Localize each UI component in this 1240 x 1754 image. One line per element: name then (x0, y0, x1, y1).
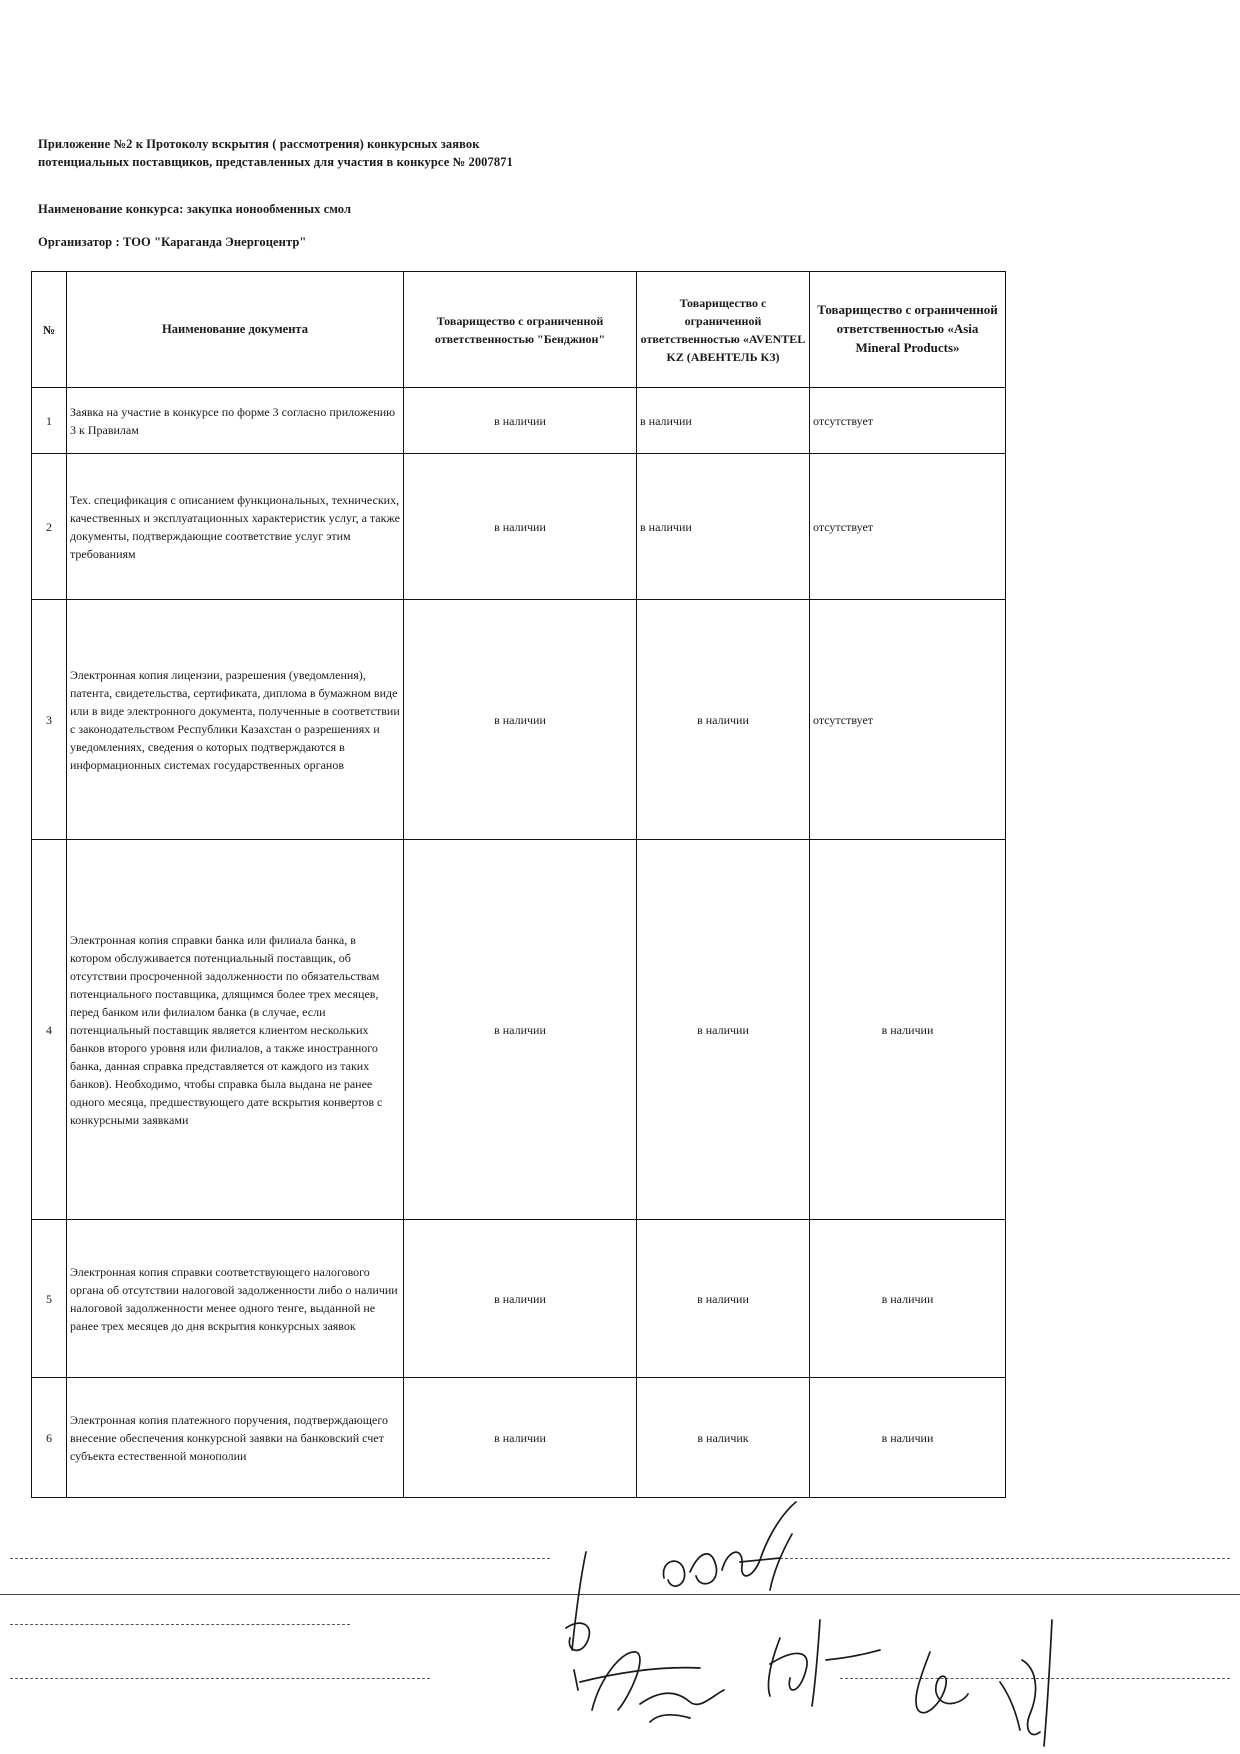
row-number: 6 (32, 1378, 67, 1498)
column-header-supplier-aventel: Товарищество с ограниченной ответственностью «AVENTEL KZ (АВЕНТЕЛЬ КЗ) (637, 272, 810, 388)
header-line-1: Приложение №2 к Протоколу вскрытия ( рассмотрения) конкурсных заявок (38, 137, 480, 151)
status-aventel: в наличии (637, 388, 810, 454)
status-aventel: в наличии (637, 840, 810, 1220)
competition-name: Наименование конкурса: закупка ионообменных смол (38, 202, 352, 216)
table-row (32, 454, 1006, 600)
handwritten-signature-1 (663, 1502, 796, 1590)
row-number: 2 (32, 454, 67, 600)
document-name: Тех. спецификация с описанием функциональных, технических, качественных и эксплуатационных характеристик услуг, а также документы, подтверждающие соответствие услуг этим требованиям (67, 454, 404, 600)
handwritten-signature-2 (566, 1552, 589, 1690)
table-row (32, 840, 1006, 1220)
row-number: 5 (32, 1220, 67, 1378)
status-aventel: в наличик (637, 1378, 810, 1498)
document-name: Электронная копия справки соответствующего налогового органа об отсутствии налоговой задолженности либо о наличии налоговой задолженности менее одного тенге, выданной не ранее трех месяцев до дня вскрытия конкурсных заявок (67, 1220, 404, 1378)
column-header-supplier-asia-mineral: Товарищество с ограниченной ответственностью «Asia Mineral Products» (810, 272, 1006, 388)
status-asia-mineral: в наличии (810, 1220, 1006, 1378)
status-bendzhion: в наличии (404, 600, 637, 840)
document-name: Электронная копия лицензии, разрешения (уведомления), патента, свидетельства, сертификата, диплома в бумажном виде или в виде электронного документа, полученные в соответствии с законодательством Республики Казахстан о разрешениях и уведомлениях, сведения о которых подтверждаются в информационных системах государственных органов (67, 600, 404, 840)
table-row (32, 600, 1006, 840)
status-asia-mineral: отсутствует (810, 600, 1006, 840)
column-header-number: № (32, 272, 67, 388)
status-bendzhion: в наличии (404, 1378, 637, 1498)
table-row (32, 1378, 1006, 1498)
column-header-document: Наименование документа (67, 272, 404, 388)
header-line-2: потенциальных поставщиков, представленных для участия в конкурсе № 2007871 (38, 155, 513, 169)
row-number: 1 (32, 388, 67, 454)
status-aventel: в наличии (637, 454, 810, 600)
status-asia-mineral: в наличии (810, 840, 1006, 1220)
status-bendzhion: в наличии (404, 388, 637, 454)
document-name: Заявка на участие в конкурсе по форме 3 согласно приложению 3 к Правилам (67, 388, 404, 454)
handwritten-signature-4 (768, 1620, 880, 1706)
document-name: Электронная копия платежного поручения, подтверждающего внесение обеспечения конкурсной заявки на банковский счет субъекта естественной монополии (67, 1378, 404, 1498)
documents-table (31, 271, 1006, 1498)
signatures-area (0, 1500, 1240, 1754)
status-bendzhion: в наличии (404, 840, 637, 1220)
organizer: Организатор : ТОО "Караганда Энергоцентр" (38, 235, 307, 249)
status-aventel: в наличии (637, 1220, 810, 1378)
row-number: 3 (32, 600, 67, 840)
table-row (32, 388, 1006, 454)
status-bendzhion: в наличии (404, 454, 637, 600)
status-asia-mineral: отсутствует (810, 388, 1006, 454)
column-header-supplier-bendzhion: Товарищество с ограниченной ответственностью "Бенджион" (404, 272, 637, 388)
status-asia-mineral: отсутствует (810, 454, 1006, 600)
table-header-row (32, 272, 1006, 388)
document-name: Электронная копия справки банка или филиала банка, в котором обслуживается потенциальный поставщик, об отсутствии просроченной задолженности по обязательствам потенциального поставщика, длящимся более трех месяцев, перед банком или филиалом банка (в случае, если потенциальный поставщик является клиентом нескольких банков второго уровня или филиалов, а также иностранного банка, данная справка представляется от каждого из таких банков). Необходимо, чтобы справка была выдана не ранее одного месяца, предшествующего дате вскрытия конвертов с конкурсными заявками (67, 840, 404, 1220)
table-row (32, 1220, 1006, 1378)
handwritten-signature-3 (580, 1652, 724, 1722)
row-number: 4 (32, 840, 67, 1220)
status-asia-mineral: в наличии (810, 1378, 1006, 1498)
status-bendzhion: в наличии (404, 1220, 637, 1378)
handwritten-signature-5 (916, 1620, 1052, 1746)
status-aventel: в наличии (637, 600, 810, 840)
